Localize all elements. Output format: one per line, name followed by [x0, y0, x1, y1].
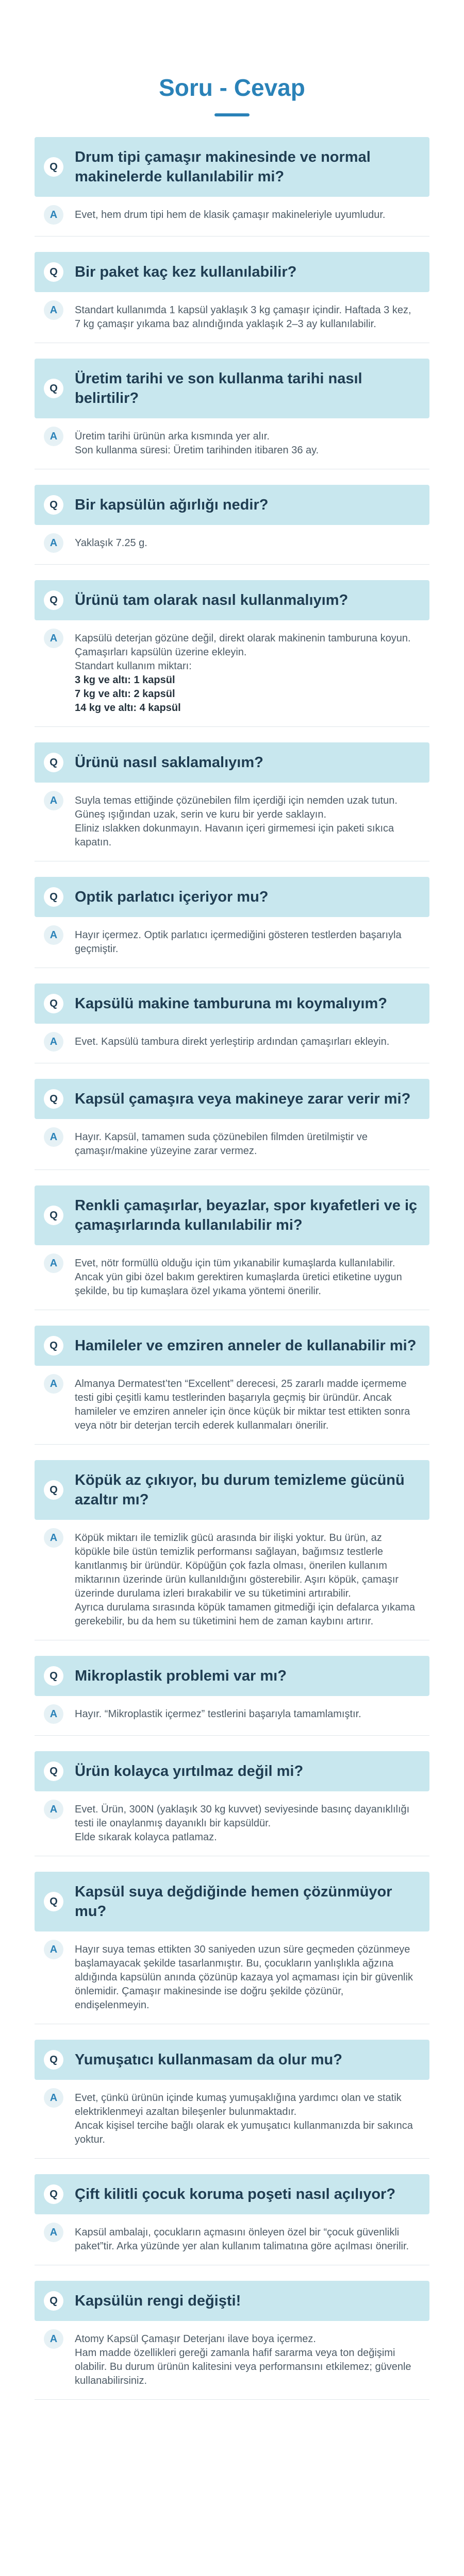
faq-item — [35, 1079, 429, 1170]
answer-text — [63, 208, 385, 222]
question-text: Optik parlatıcı içeriyor mu? — [75, 889, 269, 905]
answer-line: Kapsülü deterjan gözüne değil, direkt olarak makinenin tamburuna koyun. — [75, 633, 411, 644]
question-badge: Q — [44, 2291, 63, 2311]
faq-question[interactable] — [35, 252, 429, 292]
answer-badge: A — [44, 629, 63, 648]
question-text: Üretim tarihi ve son kullanma tarihi nasıl belirtilir? — [75, 370, 362, 406]
question-badge: Q — [44, 753, 63, 772]
faq-item — [35, 984, 429, 1063]
faq-answer — [35, 620, 429, 727]
faq-item — [35, 137, 429, 236]
question-badge: Q — [44, 2050, 63, 2070]
faq-answer — [35, 2214, 429, 2265]
question-badge: Q — [44, 1892, 63, 1911]
question-text: Çift kilitli çocuk koruma poşeti nasıl açılıyor? — [75, 2186, 396, 2202]
answer-line: Güneş ışığından uzak, serin ve kuru bir yerde saklayın. — [75, 809, 327, 820]
answer-text — [63, 1130, 419, 1158]
answer-text — [63, 928, 419, 956]
faq-question[interactable] — [35, 1656, 429, 1696]
faq-question[interactable] — [35, 2040, 429, 2080]
question-text: Drum tipi çamaşır makinesinde ve normal makinelerde kullanılabilir mi? — [75, 149, 371, 185]
answer-line: Standart kullanımda 1 kapsül yaklaşık 3 kg çamaşır içindir. Haftada 3 kez, 7 kg çamaşır yıkama baz alındığında yaklaşık 2–3 ay kullanılabilir. — [75, 304, 411, 330]
question-badge: Q — [44, 495, 63, 515]
faq-item — [35, 1751, 429, 1856]
faq-answer — [35, 418, 429, 469]
answer-badge: A — [44, 533, 63, 553]
answer-line: Evet, nötr formüllü olduğu için tüm yıkanabilir kumaşlarda kullanılabilir. Ancak yün gibi özel bakım gerektiren kumaşlarda üretici etiketine uygun şekilde, bu tip kumaşlara özel yıkama yöntemi önerilir. — [75, 1258, 402, 1297]
faq-answer — [35, 783, 429, 861]
answer-badge: A — [44, 1528, 63, 1548]
faq-answer — [35, 1520, 429, 1640]
answer-text — [63, 632, 411, 715]
answer-line: Yaklaşık 7.25 g. — [75, 537, 147, 549]
answer-badge: A — [44, 791, 63, 810]
answer-line: Ayrıca durulama sırasında köpük tamamen gitmediği için defalarca yıkama gerekebilir, bu da hem su tüketimini hem de zaman kaybını artırır. — [75, 1602, 415, 1627]
answer-badge: A — [44, 925, 63, 945]
question-text: Yumuşatıcı kullanmasam da olur mu? — [75, 2052, 342, 2068]
faq-item — [35, 877, 429, 968]
faq-question[interactable] — [35, 1326, 429, 1366]
faq-item — [35, 359, 429, 469]
faq-answer — [35, 917, 429, 968]
answer-text — [63, 794, 419, 850]
answer-bold-line — [75, 687, 411, 701]
answer-text — [63, 1035, 389, 1049]
answer-line: Üretim tarihi ürünün arka kısmında yer alır. — [75, 431, 270, 442]
answer-text — [63, 430, 319, 457]
answer-badge: A — [44, 1704, 63, 1724]
answer-line: Hayır. “Mikroplastik içermez” testlerini başarıyla tamamlamıştır. — [75, 1708, 361, 1720]
answer-text — [63, 1531, 419, 1629]
question-badge: Q — [44, 262, 63, 282]
faq-item — [35, 2281, 429, 2400]
answer-line: Ham madde özellikleri gereği zamanla hafif sararma veya ton değişimi olabilir. Bu durum ürünün kalitesini veya performansını etkilemez; güvenle kullanabilirsiniz. — [75, 2347, 411, 2386]
dosage-line: 7 kg ve altı: 2 kapsül — [75, 688, 175, 700]
question-badge: Q — [44, 1666, 63, 1686]
question-text: Köpük az çıkıyor, bu durum temizleme gücünü azaltır mı? — [75, 1472, 405, 1508]
faq-question[interactable] — [35, 580, 429, 620]
question-text: Hamileler ve emziren anneler de kullanabilir mi? — [75, 1337, 417, 1354]
answer-badge: A — [44, 2329, 63, 2349]
faq-question[interactable] — [35, 1079, 429, 1119]
faq-item — [35, 2040, 429, 2159]
answer-text — [63, 2332, 419, 2388]
answer-line: Standart kullanım miktarı: — [75, 660, 192, 672]
faq-question[interactable] — [35, 2174, 429, 2214]
answer-line: Köpük miktarı ile temizlik gücü arasında bir ilişki yoktur. Bu ürün, az köpükle bile üstün temizlik performansı sağlayan, bağımsız testlerle kanıtlanmış bir üründür. Köpüğün çok fazla olması, önerilen kullanım miktarının üzerinde ürün kullanıldığını gösterebilir. Aşırı köpük, çamaşır üzerinde durulama izleri bırakabilir ve su tüketimini artırabilir. — [75, 1532, 399, 1599]
answer-badge: A — [44, 300, 63, 320]
answer-text — [63, 1377, 419, 1433]
faq-answer — [35, 1024, 429, 1063]
faq-item — [35, 252, 429, 343]
answer-line: Kapsül ambalajı, çocukların açmasını önleyen özel bir “çocuk güvenlikli paket”tir. Arka yüzünde yer alan kullanım talimatına göre açılması önerilir. — [75, 2227, 409, 2252]
answer-badge: A — [44, 2223, 63, 2242]
dosage-line: 3 kg ve altı: 1 kapsül — [75, 674, 175, 686]
page-title: Soru - Cevap — [159, 74, 305, 101]
faq-item — [35, 1185, 429, 1310]
faq-answer — [35, 197, 429, 236]
faq-answer — [35, 1791, 429, 1856]
answer-line: Evet. Kapsülü tambura direkt yerleştirip ardından çamaşırları ekleyin. — [75, 1036, 390, 1047]
answer-badge: A — [44, 2088, 63, 2108]
faq-question[interactable] — [35, 485, 429, 525]
answer-line: Hayır içermez. Optik parlatıcı içermediğini gösteren testlerden başarıyla geçmiştir. — [75, 929, 402, 955]
faq-question[interactable] — [35, 1872, 429, 1931]
answer-badge: A — [44, 1800, 63, 1819]
faq-item — [35, 580, 429, 727]
faq-question[interactable] — [35, 359, 429, 418]
question-badge: Q — [44, 379, 63, 398]
question-badge: Q — [44, 1206, 63, 1225]
answer-text — [63, 1943, 419, 2012]
answer-line: Eliniz ıslakken dokunmayın. Havanın içeri girmemesi için paketi sıkıca kapatın. — [75, 823, 394, 848]
question-text: Kapsül çamaşıra veya makineye zarar verir mi? — [75, 1091, 411, 1107]
faq-answer — [35, 292, 429, 343]
question-text: Kapsülü makine tamburuna mı koymalıyım? — [75, 995, 387, 1012]
title-underline — [214, 113, 250, 116]
answer-line: Evet, hem drum tipi hem de klasik çamaşır makineleriyle uyumludur. — [75, 209, 386, 221]
faq-answer — [35, 2080, 429, 2159]
faq-item — [35, 2174, 429, 2265]
answer-line: Elde sıkarak kolayca patlamaz. — [75, 1832, 217, 1843]
answer-badge: A — [44, 1374, 63, 1394]
faq-answer — [35, 525, 429, 565]
faq-question[interactable] — [35, 137, 429, 197]
faq-item — [35, 742, 429, 861]
faq-item — [35, 1326, 429, 1445]
answer-line: Atomy Kapsül Çamaşır Deterjanı ilave boya içermez. — [75, 2333, 316, 2345]
faq-question[interactable] — [35, 1185, 429, 1245]
answer-text — [63, 303, 419, 331]
answer-line: Evet. Ürün, 300N (yaklaşık 30 kg kuvvet) seviyesinde basınç dayanıklılığı testi ile onaylanmış dayanıklı bir kapsüldür. — [75, 1804, 410, 1829]
answer-badge: A — [44, 1127, 63, 1147]
question-badge: Q — [44, 887, 63, 907]
question-text: Bir paket kaç kez kullanılabilir? — [75, 264, 297, 280]
question-text: Mikroplastik problemi var mı? — [75, 1668, 287, 1684]
answer-text — [63, 1257, 419, 1298]
faq-question[interactable] — [35, 1751, 429, 1791]
answer-bold-line — [75, 701, 411, 715]
question-text: Ürünü tam olarak nasıl kullanmalıyım? — [75, 592, 349, 608]
faq-answer — [35, 1119, 429, 1170]
answer-text — [63, 2091, 419, 2147]
answer-text — [63, 1707, 361, 1721]
dosage-line: 14 kg ve altı: 4 kapsül — [75, 702, 181, 714]
faq-question[interactable] — [35, 2281, 429, 2321]
faq-question[interactable] — [35, 742, 429, 783]
question-text: Ürünü nasıl saklamalıyım? — [75, 754, 263, 771]
question-badge: Q — [44, 1761, 63, 1781]
faq-list — [35, 137, 429, 2400]
faq-answer — [35, 1696, 429, 1736]
faq-item — [35, 1872, 429, 2024]
question-badge: Q — [44, 1480, 63, 1500]
question-badge: Q — [44, 994, 63, 1013]
answer-line: Suyla temas ettiğinde çözünebilen film içerdiği için nemden uzak tutun. — [75, 795, 397, 806]
answer-badge: A — [44, 427, 63, 446]
answer-line: Son kullanma süresi: Üretim tarihinden itibaren 36 ay. — [75, 445, 319, 456]
answer-badge: A — [44, 205, 63, 225]
faq-question[interactable] — [35, 1460, 429, 1520]
question-text: Kapsülün rengi değişti! — [75, 2293, 241, 2309]
answer-line: Ancak kişisel tercihe bağlı olarak ek yumuşatıcı kullanmanızda bir sakınca yoktur. — [75, 2120, 413, 2145]
answer-badge: A — [44, 1032, 63, 1052]
question-badge: Q — [44, 1336, 63, 1355]
answer-text — [63, 536, 147, 550]
faq-item — [35, 1656, 429, 1736]
faq-answer — [35, 1931, 429, 2024]
faq-answer — [35, 1245, 429, 1310]
answer-line: Hayır. Kapsül, tamamen suda çözünebilen filmden üretilmiştir ve çamaşır/makine yüzeyine zarar vermez. — [75, 1131, 368, 1157]
answer-line: Almanya Dermatest’ten “Excellent” derecesi, 25 zararlı madde içermeme testi gibi çeşitli kamu testlerinden başarıyla geçmiş bir üründür. Ancak hamileler ve emziren anneler için önce küçük bir miktar test ettikten sonra veya nötr bir deterjan tercih ederek kullanmaları önerilir. — [75, 1378, 410, 1431]
answer-badge: A — [44, 1253, 63, 1273]
answer-badge: A — [44, 1940, 63, 1959]
faq-question[interactable] — [35, 984, 429, 1024]
question-text: Bir kapsülün ağırlığı nedir? — [75, 497, 269, 513]
question-badge: Q — [44, 2184, 63, 2204]
answer-text — [63, 2226, 419, 2253]
question-text: Renkli çamaşırlar, beyazlar, spor kıyafetleri ve iç çamaşırlarında kullanılabilir mi? — [75, 1197, 418, 1233]
faq-item — [35, 1460, 429, 1640]
answer-line: Çamaşırları kapsülün üzerine ekleyin. — [75, 647, 247, 658]
answer-line: Hayır suya temas ettikten 30 saniyeden uzun süre geçmeden çözünmeye başlamayacak şekilde tasarlanmıştır. Bu, çocukların yanlışlıkla ağzına aldığında kapsülün anında çözünüp kazaya yol açmaması için bir güvenlik önlemidir. Çamaşır makinesinde ise doğru şekilde çözünür, endişelenmeyin. — [75, 1944, 413, 2011]
question-text: Kapsül suya değdiğinde hemen çözünmüyor mu? — [75, 1884, 392, 1920]
answer-text — [63, 1803, 419, 1844]
question-badge: Q — [44, 157, 63, 177]
question-badge: Q — [44, 1089, 63, 1109]
faq-question[interactable] — [35, 877, 429, 917]
faq-answer — [35, 2321, 429, 2400]
answer-line: Evet, çünkü ürünün içinde kumaş yumuşaklığına yardımcı olan ve statik elektriklenmeyi azaltan bileşenler bulunmaktadır. — [75, 2092, 402, 2117]
faq-answer — [35, 1366, 429, 1445]
faq-item — [35, 485, 429, 565]
answer-bold-line — [75, 673, 411, 687]
question-text: Ürün kolayca yırtılmaz değil mi? — [75, 1763, 304, 1780]
question-badge: Q — [44, 590, 63, 610]
